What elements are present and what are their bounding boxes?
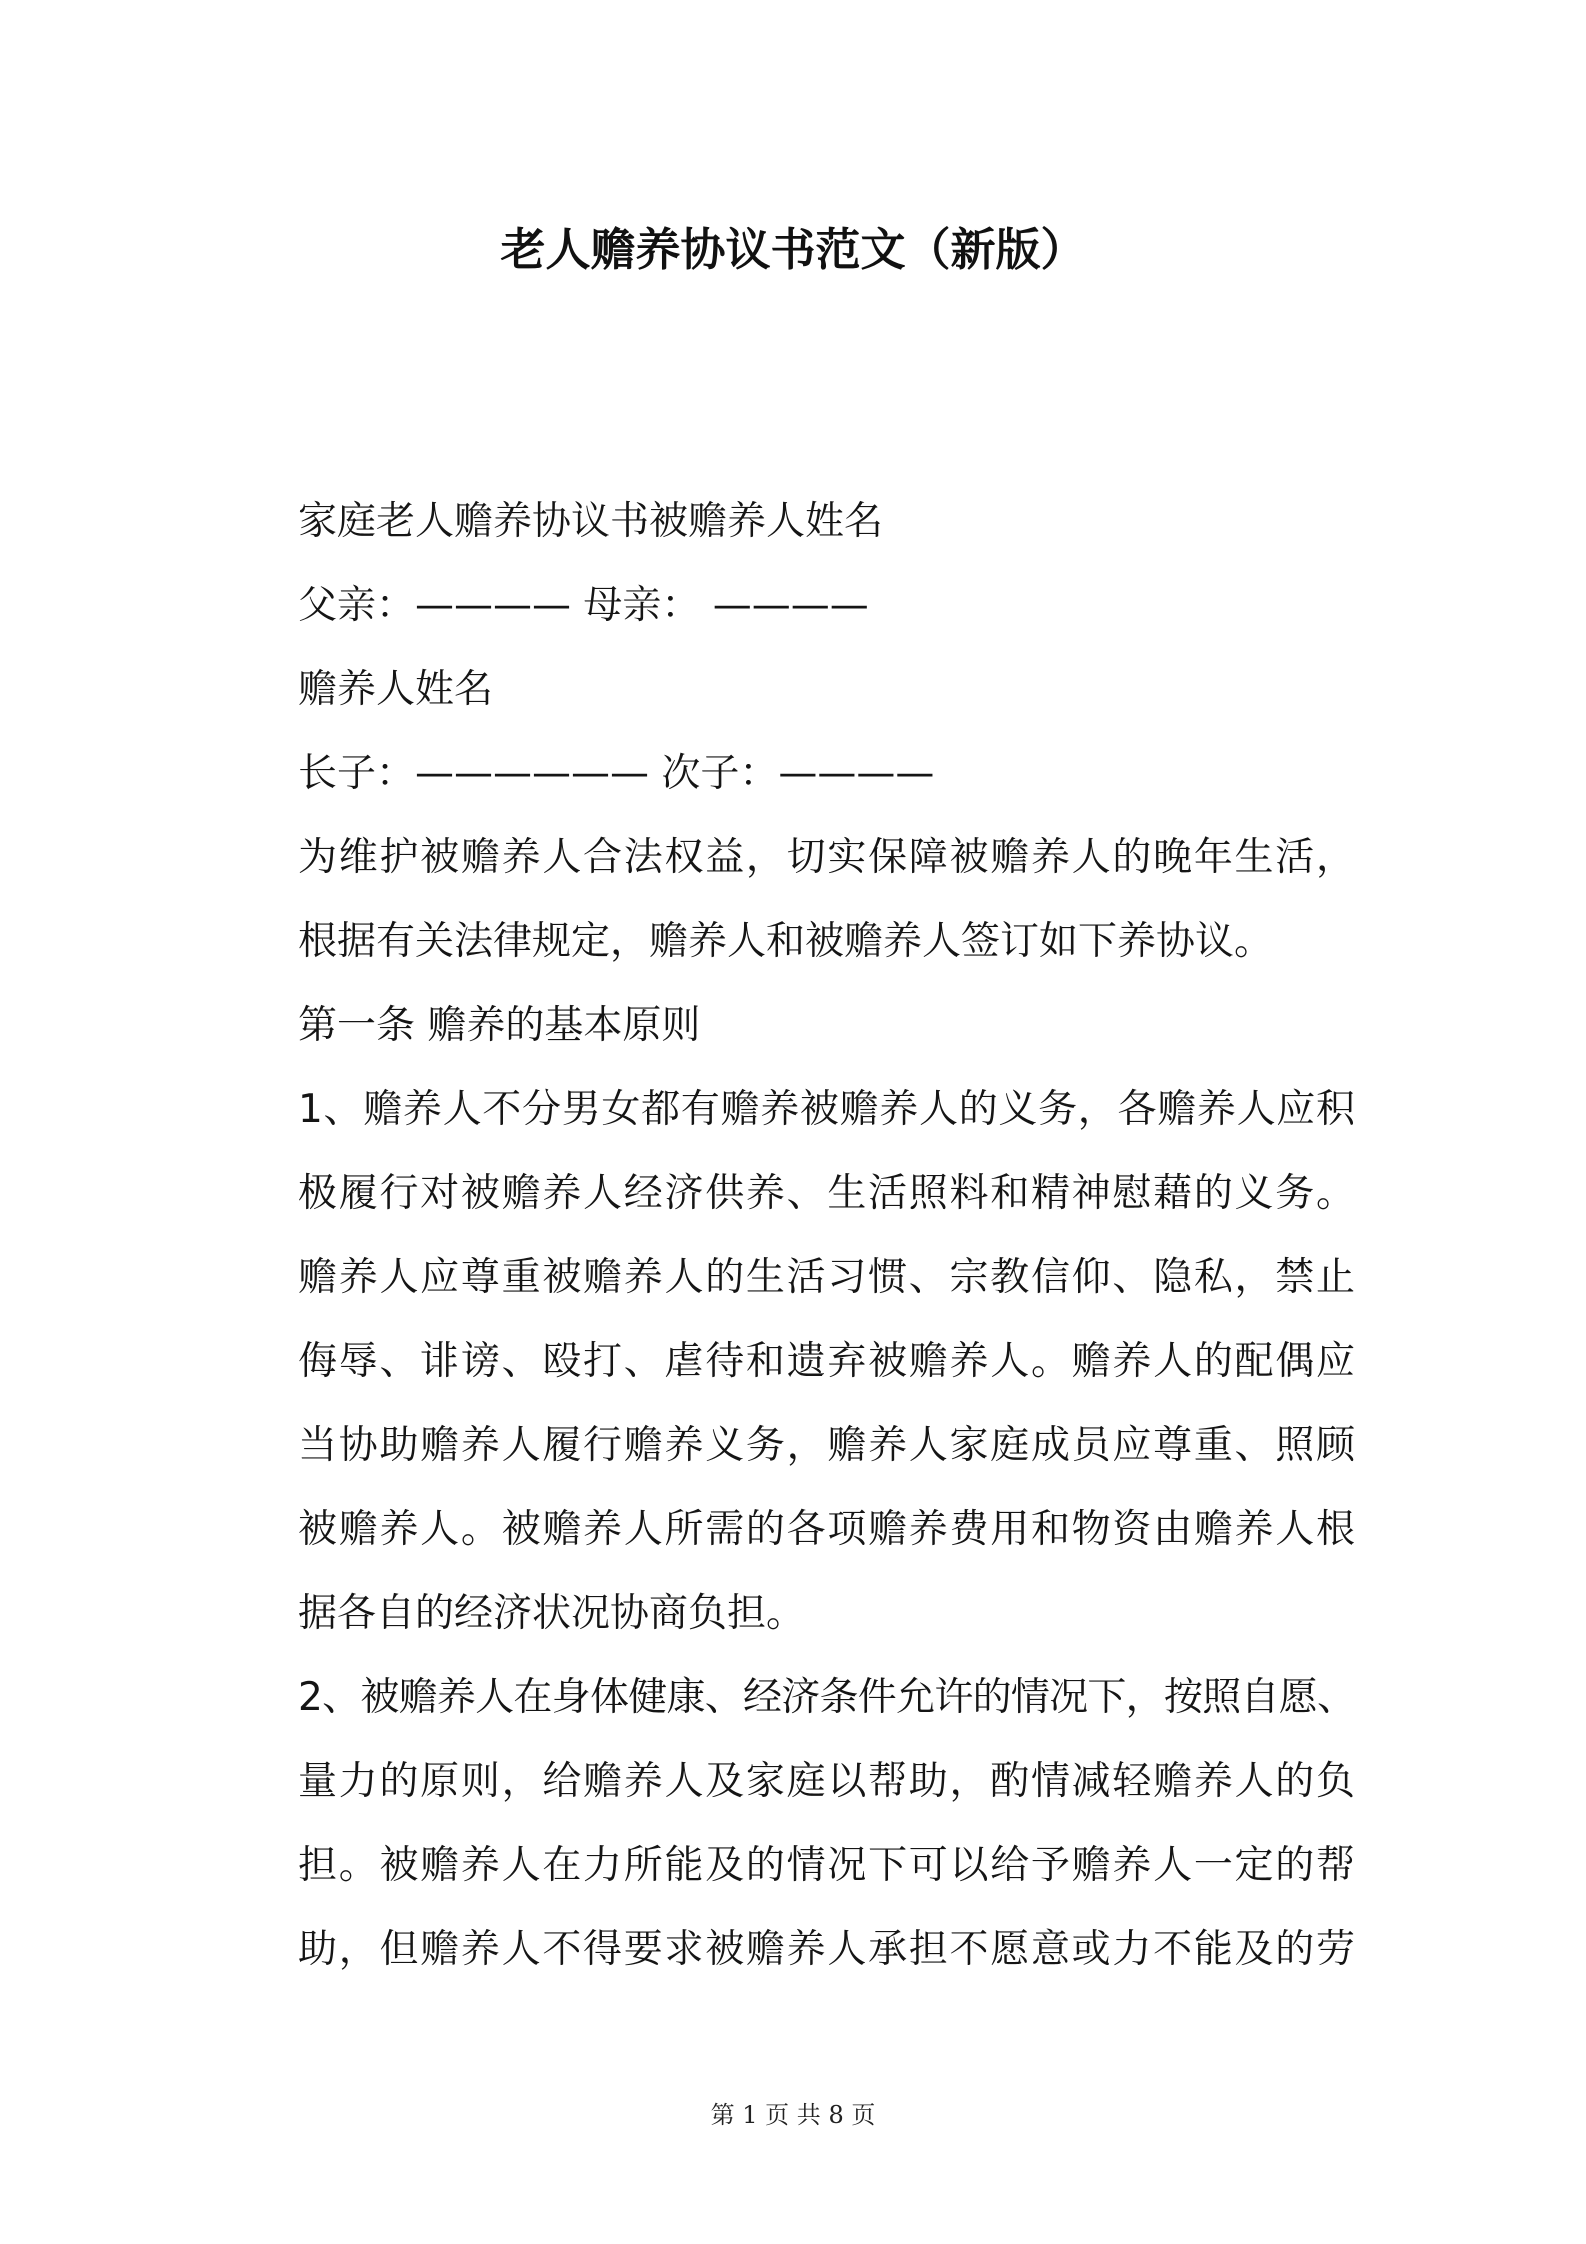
clause-1-line: 1、赡养人不分男女都有赡养被赡养人的义务，各赡养人应积 bbox=[298, 1087, 1355, 1132]
document-body bbox=[298, 480, 1355, 1992]
preamble-line: 根据有关法律规定，赡养人和被赡养人签订如下养协议。 bbox=[298, 919, 1274, 964]
supporters-label: 赡养人姓名 bbox=[298, 667, 494, 712]
clause-2-line: 担。被赡养人在力所能及的情况下可以给予赡养人一定的帮 bbox=[298, 1843, 1355, 1888]
document-title: 老人赡养协议书范文（新版） bbox=[500, 223, 1086, 276]
clause-2-line: 助，但赡养人不得要求被赡养人承担不愿意或力不能及的劳 bbox=[298, 1927, 1355, 1972]
parties-intro: 家庭老人赡养协议书被赡养人姓名 bbox=[298, 499, 884, 544]
children-line: 长子：—————— 次子：———— bbox=[298, 751, 935, 796]
clause-1-line: 侮辱、诽谤、殴打、虐待和遗弃被赡养人。赡养人的配偶应 bbox=[298, 1339, 1355, 1384]
parents-line: 父亲：———— 母亲： ———— bbox=[298, 583, 869, 628]
clause-1-line: 赡养人应尊重被赡养人的生活习惯、宗教信仰、隐私，禁止 bbox=[298, 1255, 1355, 1300]
clause-1-line: 极履行对被赡养人经济供养、生活照料和精神慰藉的义务。 bbox=[298, 1171, 1355, 1216]
clause-2-line: 2、被赡养人在身体健康、经济条件允许的情况下，按照自愿、 bbox=[298, 1675, 1355, 1720]
clause-2-line: 量力的原则，给赡养人及家庭以帮助，酌情减轻赡养人的负 bbox=[298, 1759, 1355, 1804]
clause-1-line: 当协助赡养人履行赡养义务，赡养人家庭成员应尊重、照顾 bbox=[298, 1423, 1355, 1468]
page-indicator: 第 1 页 共 8 页 bbox=[710, 2101, 876, 2129]
clause-1-line: 被赡养人。被赡养人所需的各项赡养费用和物资由赡养人根 bbox=[298, 1507, 1355, 1552]
preamble-line: 为维护被赡养人合法权益，切实保障被赡养人的晚年生活， bbox=[298, 835, 1355, 880]
clause-1-line: 据各自的经济状况协商负担。 bbox=[298, 1591, 806, 1636]
article-1-heading: 第一条 赡养的基本原则 bbox=[298, 1003, 701, 1048]
